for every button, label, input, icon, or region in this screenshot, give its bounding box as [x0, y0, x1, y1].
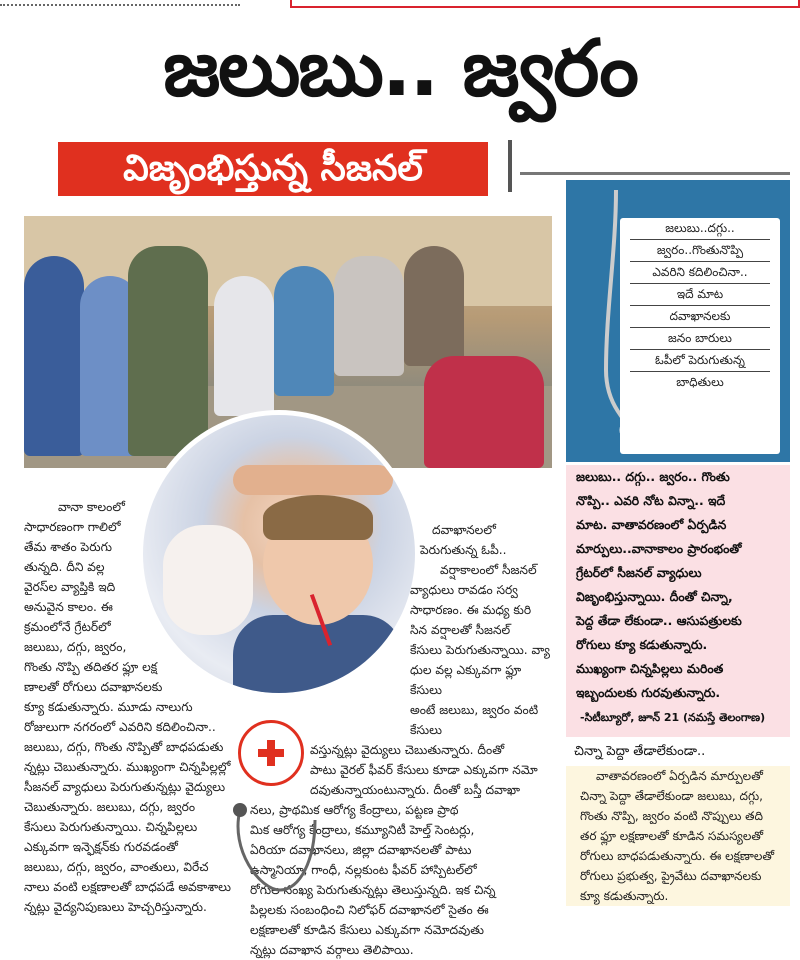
- photo-person: [274, 266, 334, 396]
- clipboard-line: ఎవరిని కదిలించినా..: [630, 262, 770, 284]
- clipboard-line: ఇదే మాట: [630, 284, 770, 306]
- text-line: రోగులు ప్రభుత్వ, ప్రైవేటు దవాఖానలకు: [580, 869, 762, 883]
- text-line: వాతావరణంలో ఏర్పడిన మార్పులతో: [596, 769, 763, 783]
- summary-line: విజృంభిస్తున్నాయి. దీంతో చిన్నా,: [576, 589, 733, 604]
- text-line: అంటే జలుబు, జ్వరం వంటి కేసులు: [410, 703, 539, 737]
- divider-vertical: [508, 140, 512, 192]
- text-line: వస్తున్నట్లు వైద్యులు చెబుతున్నారు. దీంతో: [310, 743, 505, 757]
- summary-line: రోగులు క్యూ కడుతున్నారు.: [576, 637, 708, 652]
- text-line: సాధారణం. ఈ మధ్య కురి: [410, 603, 532, 617]
- headline: జలుబు.. జ్వరం: [163, 24, 637, 114]
- text-line: న్నట్లు వైద్యనిపుణులు హెచ్చరిస్తున్నారు.: [24, 900, 207, 914]
- summary-box: [566, 465, 790, 737]
- article-column-1: [24, 497, 238, 917]
- adult-hand: [233, 465, 393, 495]
- text-line: సిన వర్షాలతో సీజనల్: [410, 623, 511, 637]
- text-line: ధుల వల్ల ఎక్కువగా ఫ్లూ కేసులు: [410, 663, 522, 697]
- text-line: జలుబు, దగ్గు, జ్వరం,: [24, 640, 127, 654]
- clipboard-line: జనం బారులు: [630, 328, 770, 350]
- text-line: పిల్లలకు సంబంధించి నిలోఫర్ దవాఖానలో సైతం ఈ: [250, 903, 489, 917]
- text-line: పాటు వైరల్ ఫీవర్ కేసులు కూడా ఎక్కువగా నమో: [310, 763, 538, 777]
- summary-line: నొప్పి.. ఎవరి నోట విన్నా.. ఇదే: [576, 493, 726, 508]
- text-line: చిన్నా పెద్దా తేడాలేకుండా జలుబు, దగ్గు,: [580, 789, 763, 803]
- text-line: న్నట్లు చెబుతున్నారు. ముఖ్యంగా చిన్నపిల్లల్లో: [24, 760, 231, 774]
- clipboard-line: జ్వరం..గొంతునొప్పి: [630, 240, 770, 262]
- clipboard-line: జలుబు..దగ్గు..: [630, 218, 770, 240]
- summary-line: ముఖ్యంగా చిన్నపిల్లలు మరింత: [576, 661, 724, 676]
- text-line: లక్షణాలతో కూడిన కేసులు ఎక్కువగా నమోదవుతు: [250, 923, 484, 937]
- text-line: న్నట్లు దవాఖాన వర్గాలు తెలిపాయి.: [250, 943, 414, 957]
- text-line: తున్నది. దీని వల్ల: [24, 560, 105, 574]
- text-line: ఏరియా దవాఖానలు, జిల్లా దవాఖానలతో పాటు: [250, 843, 472, 857]
- divider-horizontal: [520, 172, 790, 175]
- text-line: ఎక్కువగా ఇన్ఫెక్షన్‌కు గురవడంతో: [24, 840, 178, 854]
- text-line: కేసులు పెరుగుతున్నాయి. వ్యా: [410, 643, 550, 657]
- text-line: దవుతున్నాయంటున్నారు. దీంతో బస్తీ దవాఖా: [310, 783, 521, 797]
- summary-line: పెద్ద తేడా లేకుండా.. ఆసుపత్రులకు: [576, 613, 742, 628]
- text-line: క్యూ కడుతున్నారు.: [580, 889, 669, 903]
- text-line: రోజులుగా నగరంలో ఎవరిని కదిలించినా..: [24, 720, 216, 734]
- top-strip: [0, 0, 800, 10]
- text-line: ఉస్మానియా, గాంధీ, నల్లకుంట ఫీవర్ హాస్పిటల్‌లో: [250, 863, 477, 877]
- text-line: జలుబు, దగ్గు, గొంతు నొప్పితో బాధపడుతు: [24, 740, 224, 754]
- note-box: [566, 766, 790, 906]
- text-line: కేసులు పెరుగుతున్నాయి. చిన్నపిల్లలు: [24, 820, 198, 834]
- section-heading: పెరుగుతున్న ఓపీ..: [420, 543, 507, 557]
- text-line: వ్యాధులు రావడం సర్వ: [410, 583, 518, 597]
- clipboard-line: బాధితులు: [676, 375, 724, 389]
- text-line: చెబుతున్నారు. జలుబు, దగ్గు, జ్వరం: [24, 800, 196, 814]
- red-frame-rule: [290, 0, 800, 8]
- summary-line: జలుబు.. దగ్గు.. జ్వరం.. గొంతు: [576, 469, 730, 484]
- text-line: రోగులు బాధపడుతున్నారు. ఈ లక్షణాలతో: [580, 849, 775, 863]
- summary-line: మాట. వాతావరణంలో ఏర్పడిన: [576, 517, 727, 532]
- photo-person: [424, 356, 544, 468]
- subheadline-banner: విజృంభిస్తున్న సీజనల్: [58, 142, 488, 196]
- text-line: రోగుల సంఖ్య పెరుగుతున్నట్లు తెలుస్తున్నది. ఇక చిన్న: [250, 883, 496, 897]
- text-line: వర్షాకాలంలో సీజనల్: [440, 563, 537, 577]
- text-line: తేమ శాతం పెరుగు: [24, 540, 112, 554]
- stethoscope-graphic: [566, 180, 790, 462]
- clipboard-line: దవాఖానలకు: [630, 306, 770, 328]
- text-line: సీజనల్ వ్యాధులు పెరుగుతున్నట్లు వైద్యులు: [24, 780, 226, 794]
- photo-person: [404, 246, 464, 366]
- text-line: క్యూ కడుతున్నారు. మూడు నాలుగు: [24, 700, 193, 714]
- text-line: అనువైన కాలం. ఈ: [24, 600, 113, 614]
- photo-person: [334, 256, 404, 376]
- text-line: జలుబు, దగ్గు, జ్వరం, వాంతులు, విరేచ: [24, 860, 209, 874]
- text-line: క్రమంలోనే గ్రేటర్‌లో: [24, 620, 111, 634]
- photo-person: [128, 246, 208, 456]
- article-column-3: [250, 520, 556, 960]
- summary-line: గ్రేటర్‌లో సీజనల్ వ్యాధులు: [576, 565, 702, 580]
- section-heading-2: చిన్నా పెద్దా తేడాలేకుండా..: [574, 744, 706, 759]
- dateline: -సిటీబ్యూరో, జూన్ 21 (నమస్తే తెలంగాణ): [580, 711, 766, 724]
- text-line: ణాలతో రోగులు దవాఖానలకు: [24, 680, 163, 694]
- summary-line: ఇబ్బందులకు గురవుతున్నారు.: [576, 685, 721, 700]
- text-line: నలు, ప్రాథమిక ఆరోగ్య కేంద్రాలు, పట్టణ ప్రాథ: [250, 803, 459, 817]
- clipboard-line: ఓపీలో పెరుగుతున్న: [630, 350, 770, 372]
- text-line: వానా కాలంలో: [58, 500, 125, 514]
- text-line: వైరస్‌ల వ్యాప్తికి ఇది: [24, 580, 116, 594]
- text-line: నాలు వంటి లక్షణాలతో బాధపడే అవకాశాలు: [24, 880, 231, 894]
- text-line: గొంతు నొప్పి, జ్వరం వంటి నొప్పులు తది: [580, 809, 763, 823]
- clipboard-card: [620, 218, 780, 454]
- child-hair: [263, 495, 373, 540]
- text-line: మిక ఆరోగ్య కేంద్రాలు, కమ్యూనిటీ హెల్త్ సెంటర్లు,: [250, 823, 475, 837]
- photo-person: [24, 256, 84, 456]
- photo-person: [214, 276, 274, 416]
- stethoscope-icon: [220, 700, 330, 900]
- child-shirt: [233, 615, 403, 698]
- section-heading: దవాఖానలలో: [432, 523, 496, 537]
- text-line: సాధారణంగా గాలిలో: [24, 520, 121, 534]
- text-line: తర ఫ్లూ లక్షణాలతో కూడిన సమస్యలతో: [580, 829, 764, 843]
- dotted-rule: [0, 0, 240, 6]
- summary-line: మార్పులు..వానాకాలం ప్రారంభంతో: [576, 541, 742, 556]
- text-line: గొంతు నొప్పి తదితర ఫ్లూ లక్ష: [24, 660, 158, 674]
